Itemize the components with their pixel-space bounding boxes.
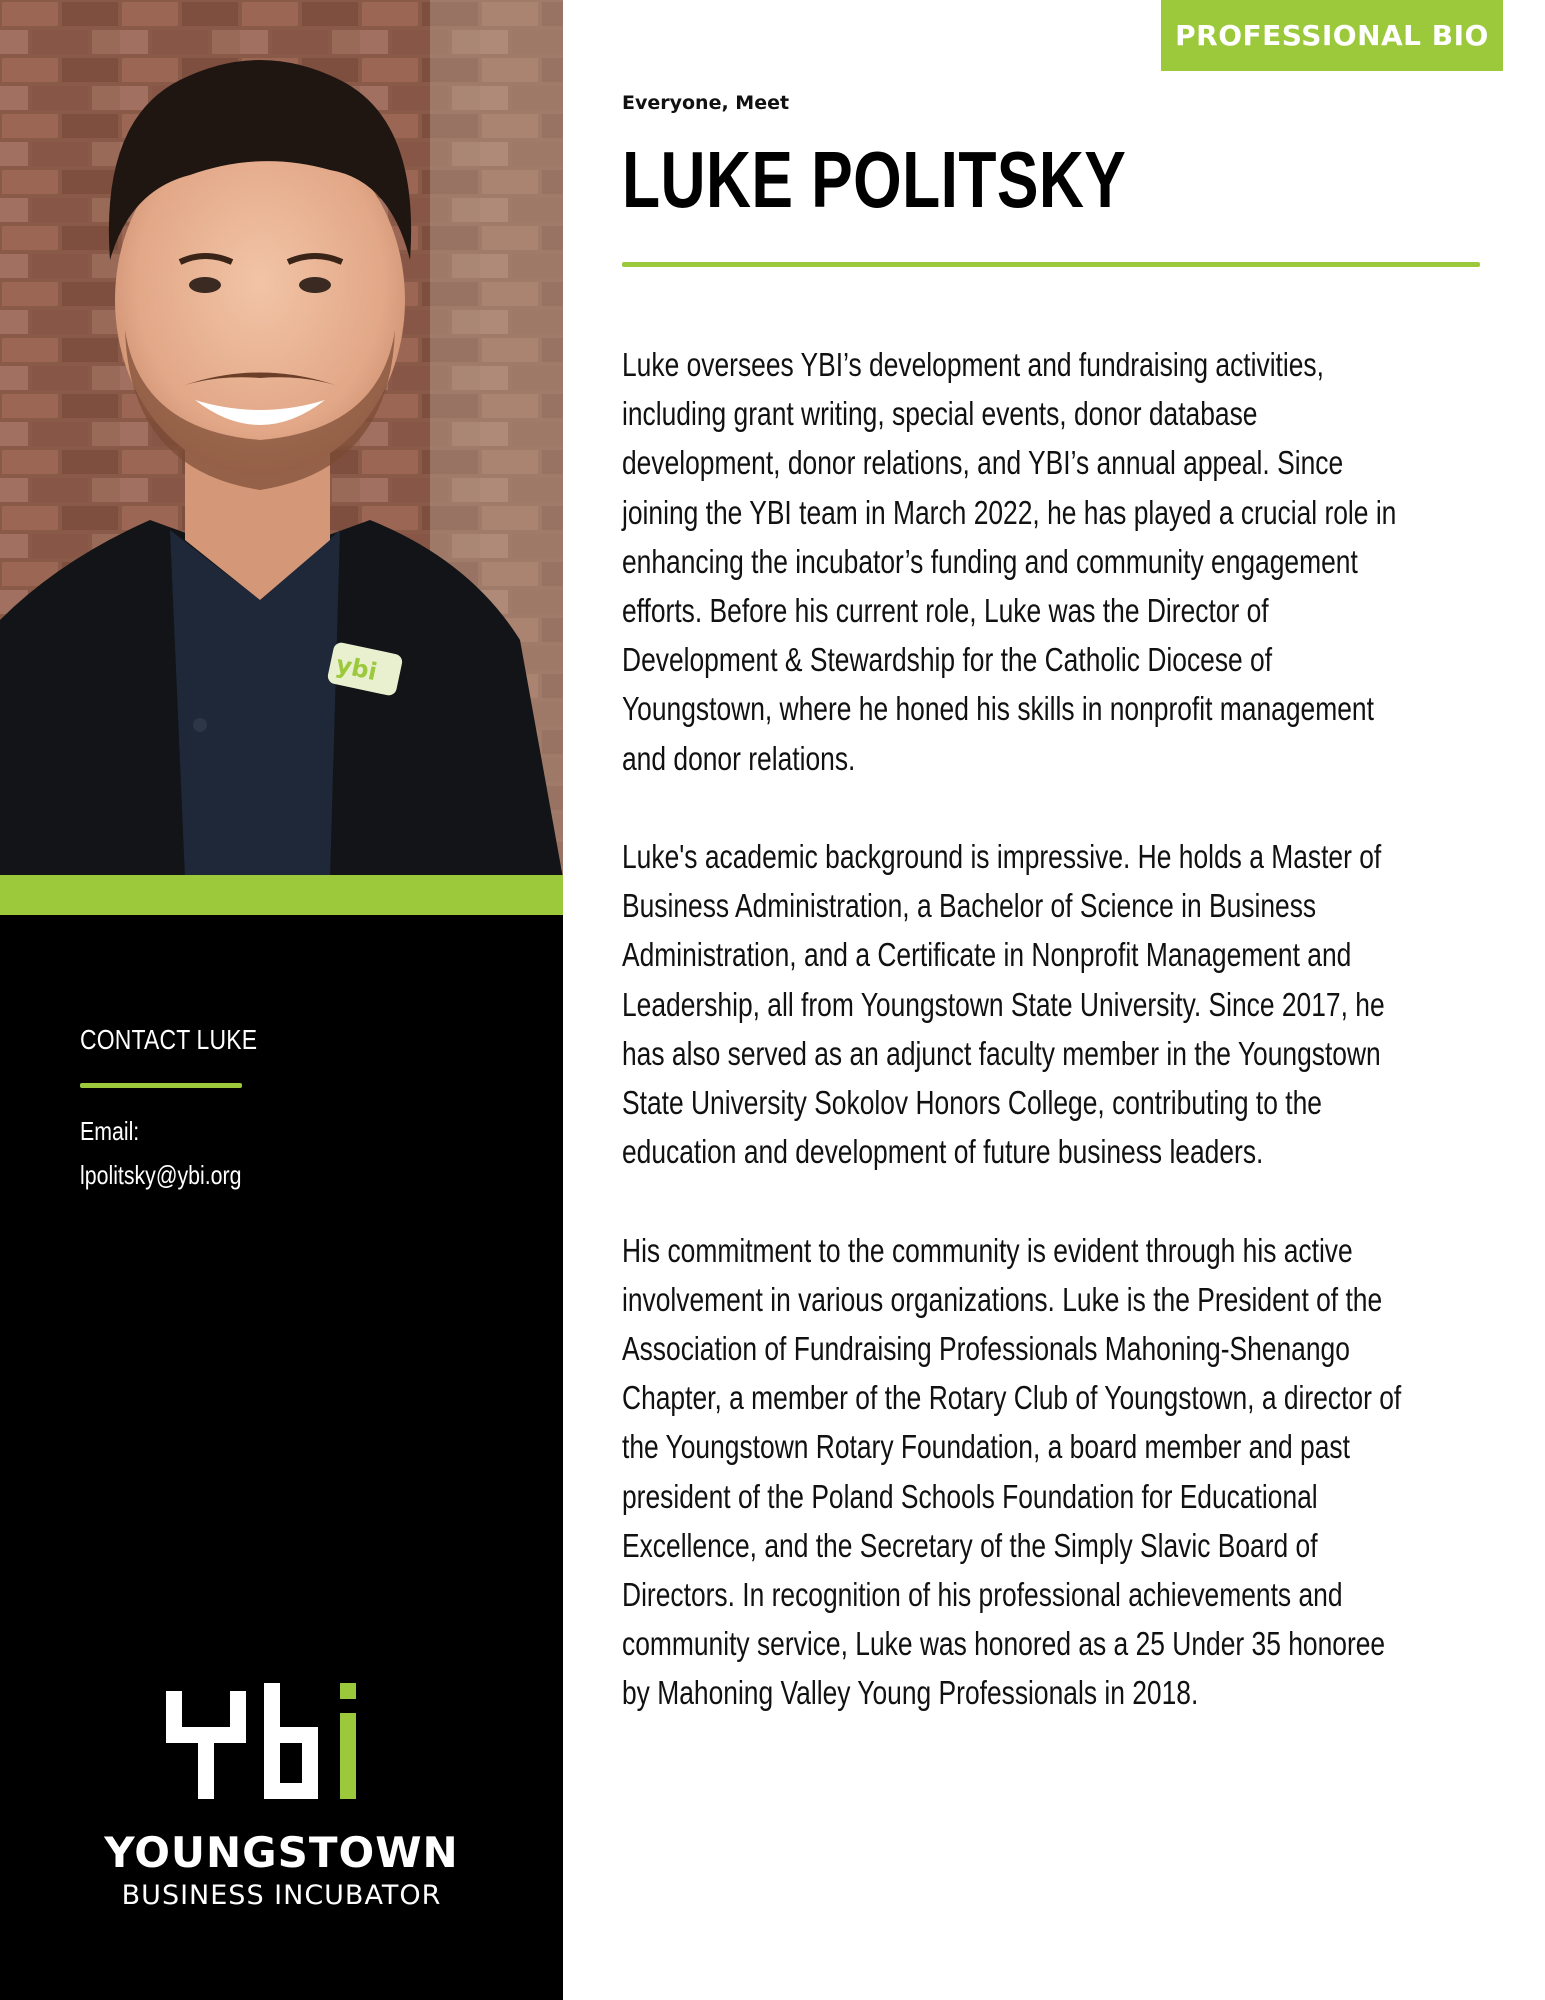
- email-label: Email:: [80, 1116, 140, 1146]
- portrait-photo: [0, 0, 563, 878]
- bio-line: Directors. In recognition of his professional achievements and: [622, 1576, 1343, 1613]
- bio-line: Luke's academic background is impressive. He holds a Master of: [622, 838, 1382, 875]
- contact-divider: [80, 1083, 242, 1088]
- bio-line: Youngstown, where he honed his skills in nonprofit management: [622, 690, 1374, 728]
- bio-line: development, donor relations, and YBI’s annual appeal. Since: [622, 444, 1344, 482]
- bio-line: Leadership, all from Youngstown State University. Since 2017, he: [622, 985, 1385, 1023]
- bio-line: enhancing the incubator’s funding and community engagement: [622, 542, 1358, 580]
- email-address[interactable]: lpolitsky@ybi.org: [80, 1160, 242, 1190]
- bio-line: the Youngstown Rotary Foundation, a board member and past: [622, 1428, 1350, 1466]
- bio-line: including grant writing, special events, donor database: [622, 395, 1258, 433]
- ybi-logo-icon: [160, 1683, 362, 1805]
- bio-line: community service, Luke was honored as a 25 Under 35 honoree: [622, 1625, 1386, 1663]
- bio-line: education and development of future business leaders.: [622, 1133, 1264, 1171]
- bio-line: His commitment to the community is evident through his active: [622, 1231, 1353, 1269]
- bio-line: Chapter, a member of the Rotary Club of Youngstown, a director of: [622, 1379, 1402, 1417]
- bio-line: by Mahoning Valley Young Professionals in 2018.: [622, 1674, 1199, 1712]
- svg-text:ybi: ybi: [333, 650, 380, 687]
- bio-line: State University Sokolov Honors College, contributing to the: [622, 1084, 1322, 1121]
- bio-line: efforts. Before his current role, Luke was the Director of: [622, 592, 1269, 629]
- kicker-text: Everyone, Meet: [622, 92, 790, 114]
- bio-line: Luke oversees YBI’s development and fundraising activities,: [622, 346, 1324, 383]
- bio-line: Development & Stewardship for the Catholic Diocese of: [622, 641, 1273, 679]
- contact-heading: CONTACT LUKE: [80, 1024, 258, 1055]
- logo-line-business-incubator: BUSINESS INCUBATOR: [121, 1880, 442, 1911]
- bio-line: has also served as an adjunct faculty member in the Youngstown: [622, 1034, 1381, 1072]
- person-name: LUKE POLITSKY: [622, 135, 1127, 224]
- bio-line: Association of Fundraising Professionals Mahoning-Shenango: [622, 1330, 1350, 1367]
- bio-line: Administration, and a Certificate in Nonprofit Management and: [622, 936, 1352, 974]
- bio-line: president of the Poland Schools Foundation for Educational: [622, 1477, 1318, 1515]
- bio-line: joining the YBI team in March 2022, he has played a crucial role in: [622, 493, 1397, 531]
- bio-line: Excellence, and the Secretary of the Simply Slavic Board of: [622, 1526, 1318, 1564]
- bio-line: and donor relations.: [622, 739, 856, 777]
- title-divider: [622, 262, 1480, 267]
- professional-bio-badge: PROFESSIONAL BIO: [1161, 0, 1503, 71]
- accent-band: [0, 875, 563, 915]
- logo-line-youngstown: YOUNGSTOWN: [104, 1828, 459, 1877]
- bio-line: involvement in various organizations. Luke is the President of the: [622, 1280, 1383, 1318]
- bio-line: Business Administration, a Bachelor of Science in Business: [622, 887, 1317, 925]
